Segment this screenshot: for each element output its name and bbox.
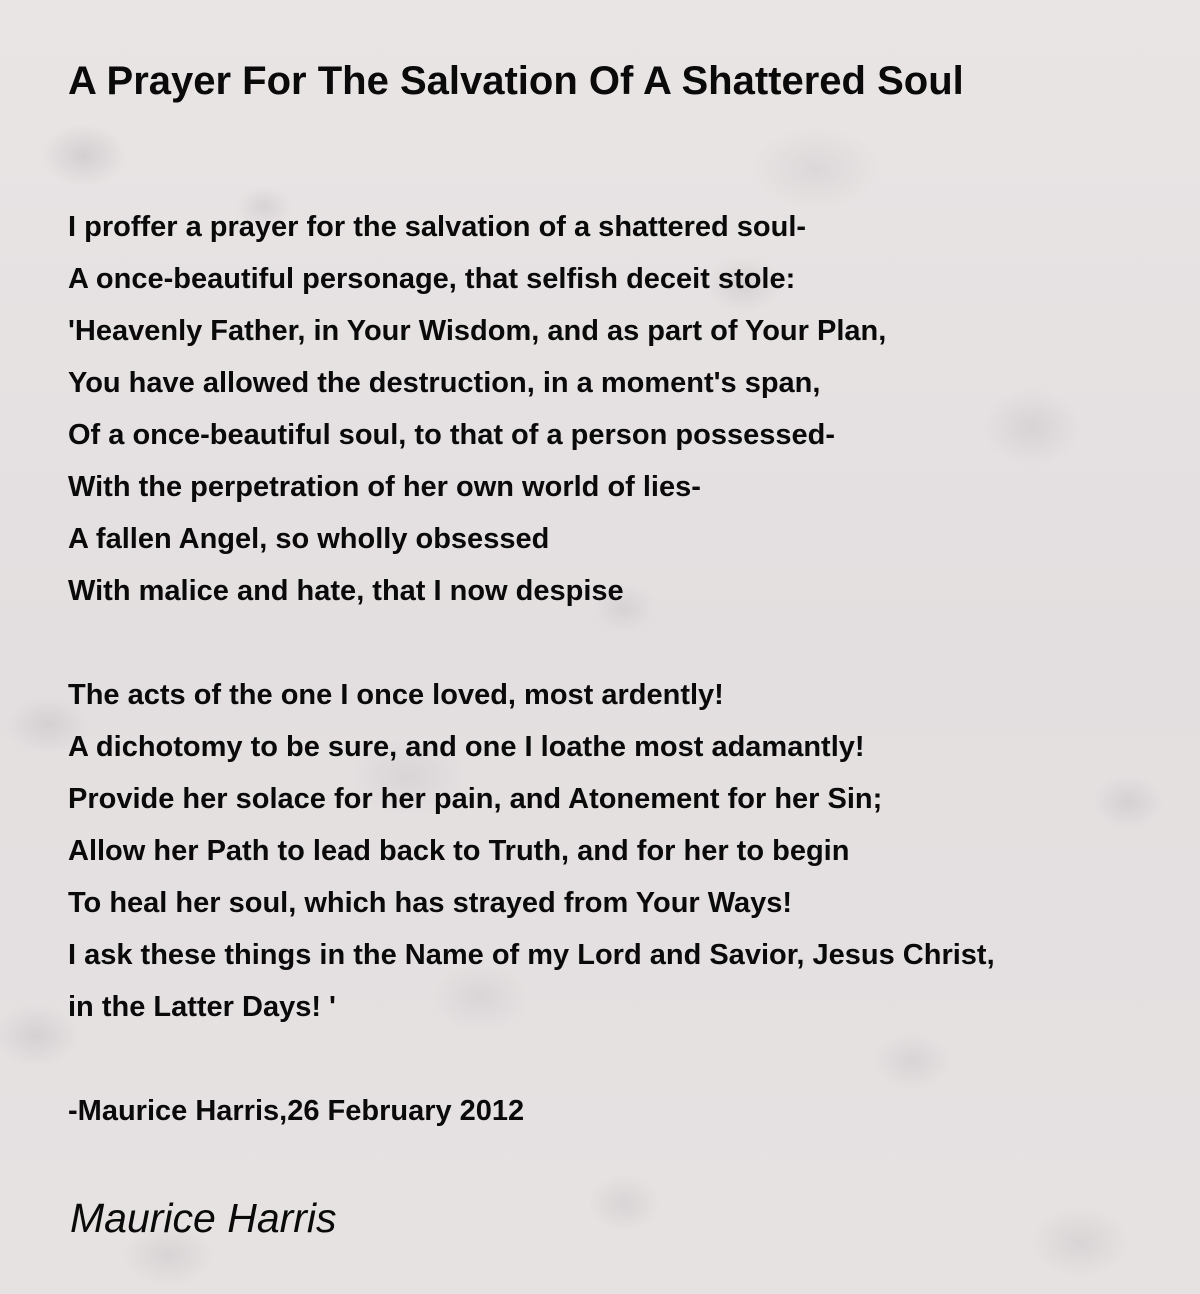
stanza-break [68,617,1178,669]
poem-line: A once-beautiful personage, that selfish deceit stole: [68,263,796,295]
poem-line: The acts of the one I once loved, most ardently! [68,679,724,711]
stanza [68,201,1178,617]
poem-line: 'Heavenly Father, in Your Wisdom, and as part of Your Plan, [68,315,887,347]
poem-line: in the Latter Days! ' [68,991,336,1023]
poem-line: I proffer a prayer for the salvation of a shattered soul- [68,211,807,243]
author-name: Maurice Harris [70,1195,337,1241]
poem-line: I ask these things in the Name of my Lord and Savior, Jesus Christ, [68,939,995,971]
poem-signature-line: -Maurice Harris,26 February 2012 [68,1095,525,1127]
poem-line: A fallen Angel, so wholly obsessed [68,523,550,555]
poem-line: With the perpetration of her own world of lies- [68,471,701,503]
poem-line: A dichotomy to be sure, and one I loathe most adamantly! [68,731,865,763]
poem-body [68,201,1178,1137]
poem-line: Allow her Path to lead back to Truth, and for her to begin [68,835,850,867]
poem-line: With malice and hate, that I now despise [68,575,624,607]
poem-line: To heal her soul, which has strayed from Your Ways! [68,887,793,919]
stanza [68,669,1178,1033]
poem-line: You have allowed the destruction, in a moment's span, [68,367,821,399]
stanza [68,1085,1178,1137]
poem-title: A Prayer For The Salvation Of A Shattered Soul [68,59,964,103]
poem-line: Of a once-beautiful soul, to that of a person possessed- [68,419,835,451]
stanza-break [68,1033,1178,1085]
poem-line: Provide her solace for her pain, and Atonement for her Sin; [68,783,883,815]
